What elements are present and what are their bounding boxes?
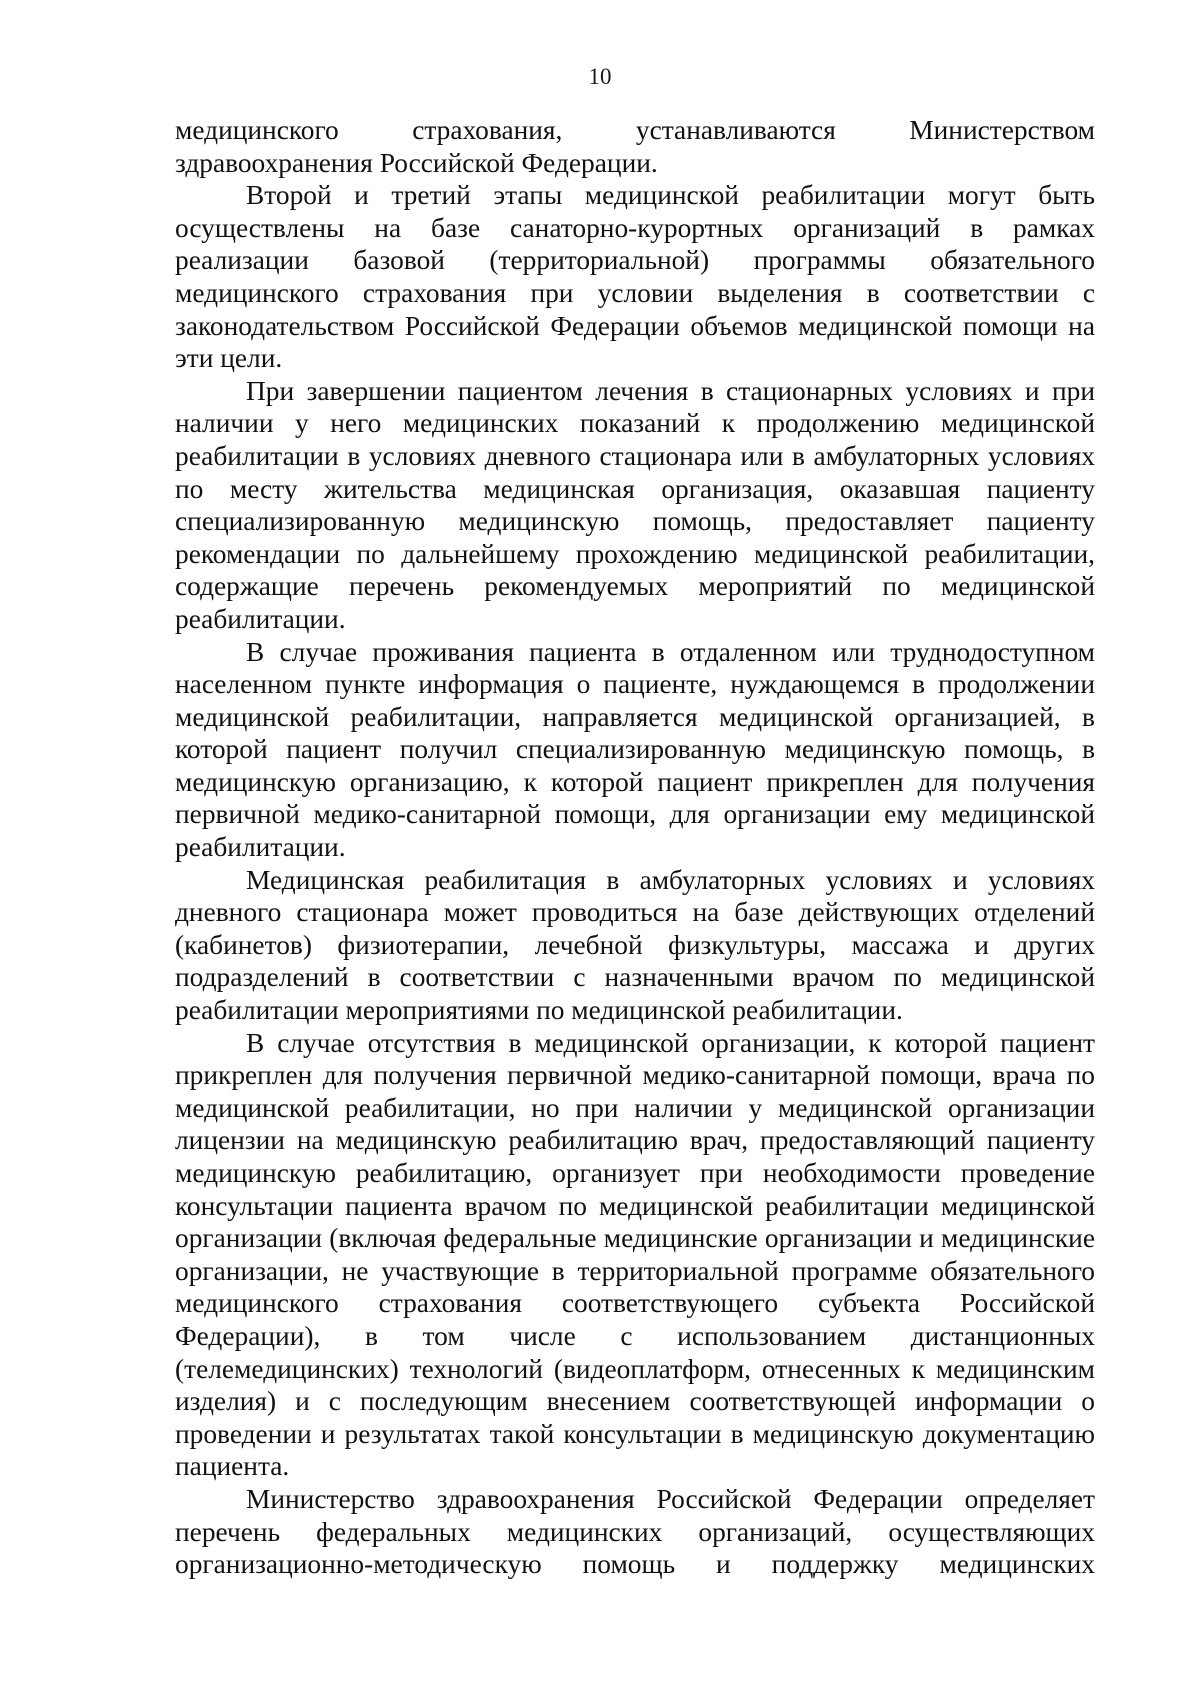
paragraph-outpatient-rehab: Медицинская реабилитация в амбулаторных условиях и условиях дневного стационара может проводиться на базе действующих отделений (кабинетов) физиотерапии, лечебной физкультуры, массажа и других подразделений в соответствии с назначенными врачом по медицинской реабилитации мероприятиями по медицинской реабилитации. — [175, 864, 1095, 1026]
paragraph-discharge-recommendations: При завершении пациентом лечения в стационарных условиях и при наличии у него медицинских показаний к продолжению медицинской реабилитации в условиях дневного стационара или в амбулаторных условиях по месту жительства медицинская организация, оказавшая пациенту специализированную медицинскую помощь, предоставляет пациенту рекомендации по дальнейшему прохождению медицинской реабилитации, содержащие перечень рекомендуемых мероприятий по медицинской реабилитации. — [175, 375, 1095, 634]
document-body — [175, 114, 1095, 1581]
paragraph-remote-residence: В случае проживания пациента в отдаленном или труднодоступном населенном пункте информация о пациенте, нуждающемся в продолжении медицинской реабилитации, направляется медицинской организацией, в которой пациент получил специализированную медицинскую помощь, в медицинскую организацию, к которой пациент прикреплен для получения первичной медико-санитарной помощи, для организации ему медицинской реабилитации. — [175, 636, 1095, 863]
page-number: 10 — [588, 64, 612, 89]
paragraph-ministry-list: Министерство здравоохранения Российской Федерации определяет перечень федеральных медицинских организаций, осуществляющих организационно-методическую помощь и поддержку медицинских — [175, 1483, 1095, 1580]
paragraph-continuation: медицинского страхования, устанавливаются Министерством здравоохранения Российской Федерации. — [175, 115, 1095, 178]
paragraph-consultation: В случае отсутствия в медицинской организации, к которой пациент прикреплен для получения первичной медико-санитарной помощи, врача по медицинской реабилитации, но при наличии у медицинской организации лицензии на медицинскую реабилитацию врач, предоставляющий пациенту медицинскую реабилитацию, организует при необходимости проведение консультации пациента врачом по медицинской реабилитации медицинской организации (включая федеральные медицинские организации и медицинские организации, не участвующие в территориальной программе обязательного медицинского страхования соответствующего субъекта Российской Федерации), в том числе с использованием дистанционных (телемедицинских) технологий (видеоплатформ, отнесенных к медицинским изделия) и с последующим внесением соответствующей информации о проведении и результатах такой консультации в медицинскую документацию пациента. — [175, 1027, 1095, 1482]
paragraph-rehab-stages: Второй и третий этапы медицинской реабилитации могут быть осуществлены на базе санаторно-курортных организаций в рамках реализации базовой (территориальной) программы обязательного медицинского страхования при условии выделения в соответствии с законодательством Российской Федерации объемов медицинской помощи на эти цели. — [175, 180, 1095, 374]
